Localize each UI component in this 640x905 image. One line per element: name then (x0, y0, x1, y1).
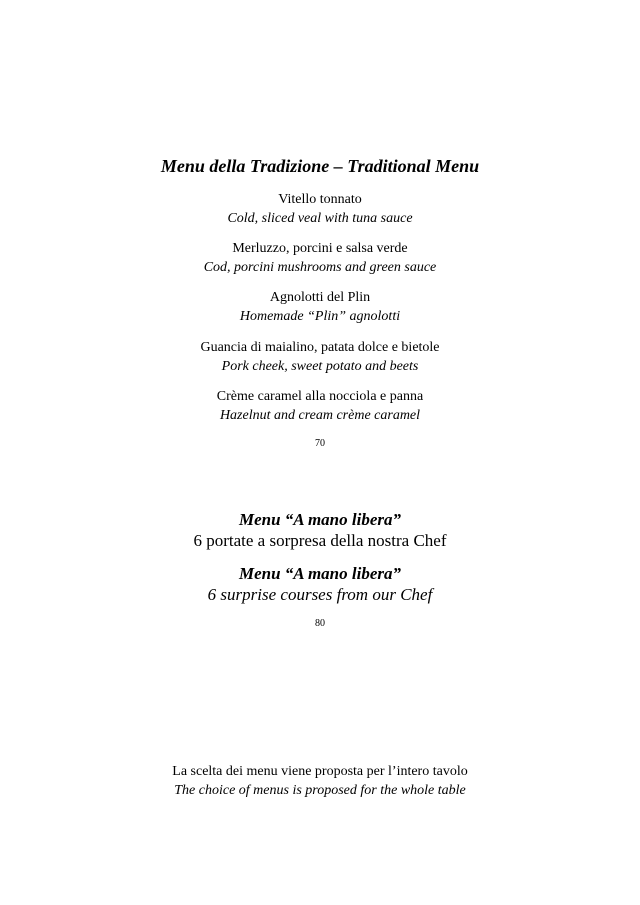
dish-2 (0, 239, 640, 277)
footer-note-english: The choice of menus is proposed for the whole table (174, 783, 466, 798)
mano-libera-title-italian: Menu “A mano libera” (238, 510, 401, 529)
mano-libera-price: 80 (315, 618, 325, 629)
dish-1-italian: Vitello tonnato (278, 192, 362, 207)
dish-5-english: Hazelnut and cream crème caramel (219, 408, 421, 423)
dish-1-english: Cold, sliced veal with tuna sauce (227, 211, 413, 226)
mano-libera-description-english: 6 surprise courses from our Chef (207, 585, 433, 604)
mano-libera-title-english: Menu “A mano libera” (238, 564, 401, 583)
dish-4-italian: Guancia di maialino, patata dolce e bietole (200, 340, 440, 355)
mano-libera-description-italian: 6 portate a sorpresa della nostra Chef (193, 531, 447, 550)
traditional-menu-title: Menu della Tradizione – Traditional Menu (160, 156, 480, 176)
dish-4-english: Pork cheek, sweet potato and beets (221, 359, 419, 374)
dish-2-italian: Merluzzo, porcini e salsa verde (232, 241, 408, 256)
dish-3-italian: Agnolotti del Plin (269, 290, 371, 305)
traditional-menu-price: 70 (315, 438, 325, 449)
dish-5 (0, 387, 640, 425)
dish-2-english: Cod, porcini mushrooms and green sauce (203, 260, 437, 275)
dish-1 (0, 190, 640, 228)
dish-4 (0, 338, 640, 376)
dish-3-english: Homemade “Plin” agnolotti (239, 309, 401, 324)
dish-3 (0, 288, 640, 326)
dish-5-italian: Crème caramel alla nocciola e panna (216, 389, 424, 404)
footer-note-italian: La scelta dei menu viene proposta per l’intero tavolo (172, 764, 468, 779)
